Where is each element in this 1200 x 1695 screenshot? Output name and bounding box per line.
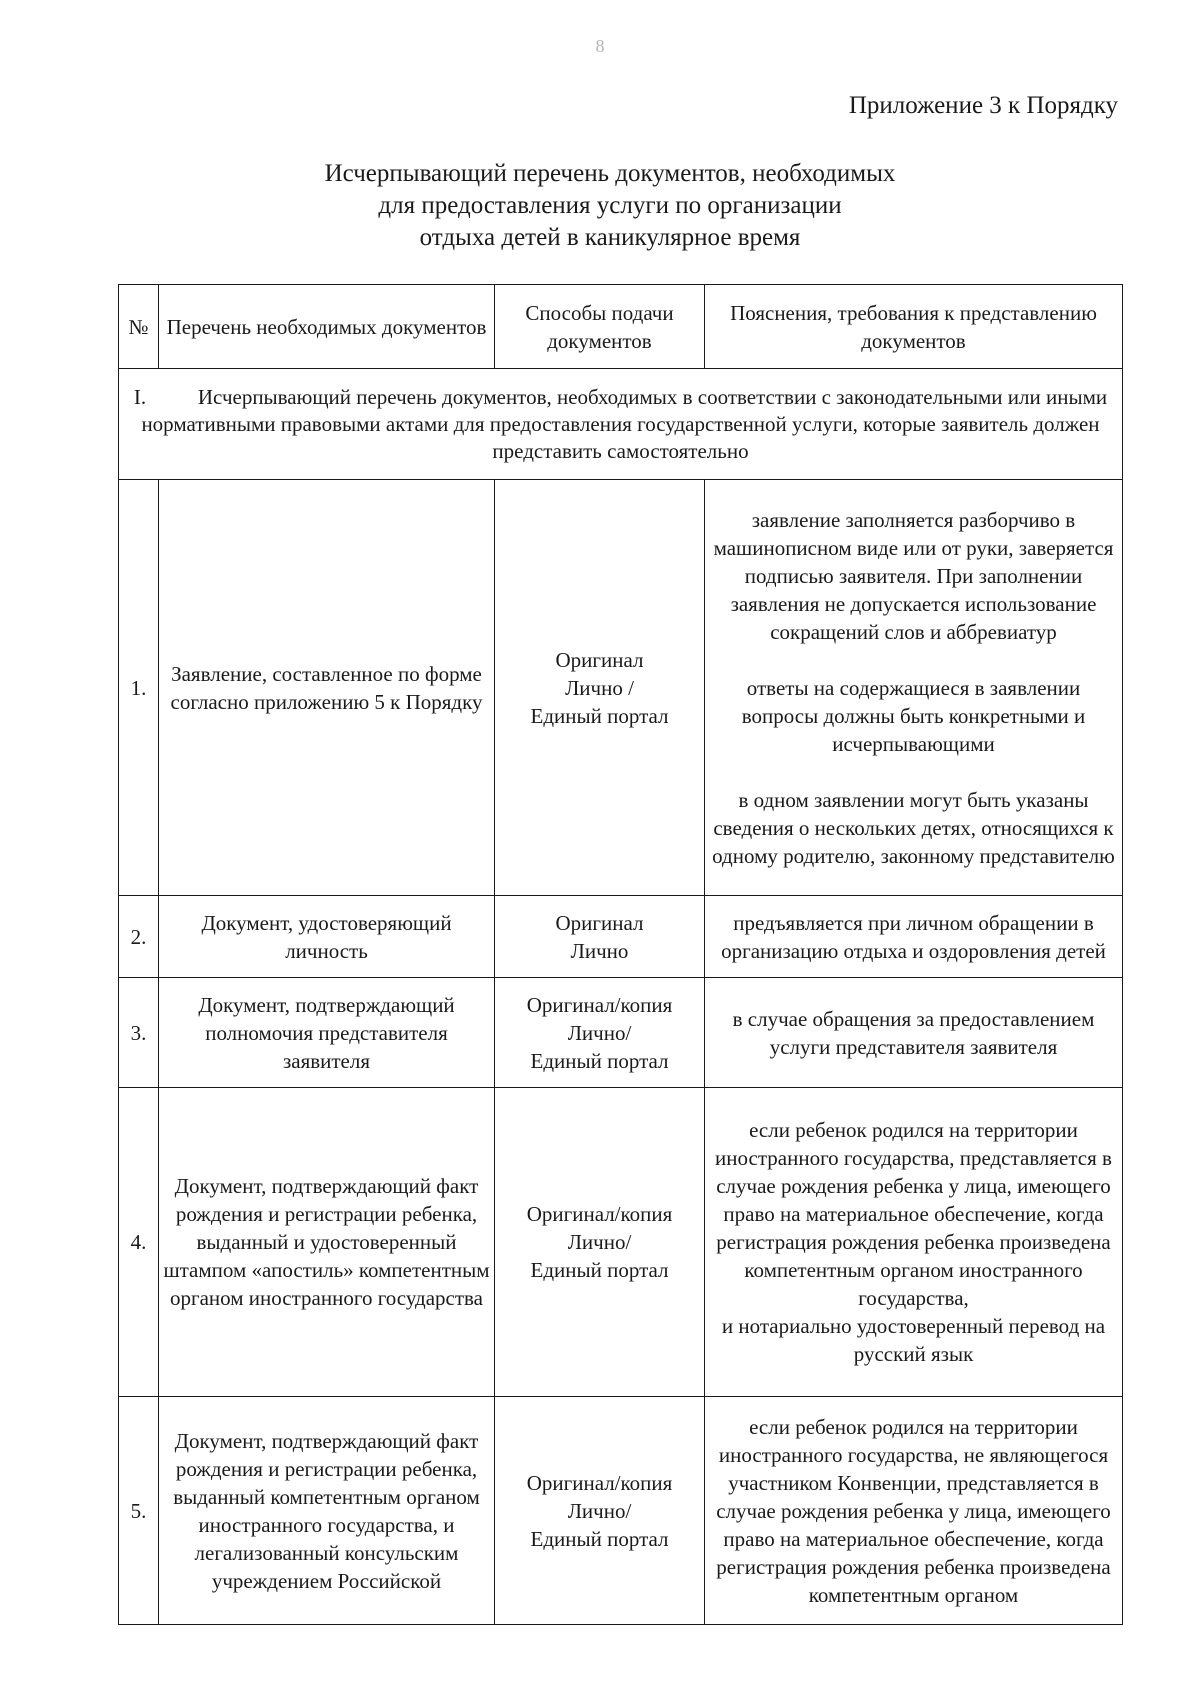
- row-document: Заявление, составленное по форме согласно приложению 5 к Порядку: [159, 480, 495, 896]
- header-number: №: [119, 285, 159, 369]
- row-note: в случае обращения за предоставлением услуги представителя заявителя: [732, 1006, 1095, 1059]
- row-document: Документ, подтверждающий факт рождения и регистрации ребенка, выданный компетентным органом иностранного государства, и легализованный консульским учреждением Российской: [159, 1397, 495, 1625]
- row-number: 5.: [119, 1397, 159, 1625]
- section-heading: [119, 369, 1123, 480]
- page-number: 8: [595, 36, 605, 56]
- row-notes: [705, 978, 1123, 1088]
- header-documents: Перечень необходимых документов: [159, 285, 495, 369]
- section-row: [119, 369, 1123, 480]
- row-document: Документ, удостоверяющий личность: [159, 896, 495, 978]
- appendix-label: Приложение 3 к Порядку: [848, 92, 1118, 119]
- header-requirements: Пояснения, требования к представлению документов: [705, 285, 1123, 369]
- row-note: если ребенок родился на территории иностранного государства, представляется в случае рождения ребенка у лица, имеющего право на материальное обеспечение, когда регистрация рождения ребенка произведена компетентным органом иностранного государства, и нотариально удостоверенный перевод на русский язык: [715, 1118, 1112, 1366]
- row-note: если ребенок родился на территории иностранного государства, не являющегося участником Конвенции, представляется в случае рождения ребенка у лица, имеющего право на материальное обеспечение, когда регистрация рождения ребенка произведена компетентным органом: [716, 1414, 1111, 1607]
- row-number: 3.: [119, 978, 159, 1088]
- table-row: [119, 480, 1123, 896]
- table-header-row: [119, 285, 1123, 369]
- header-submission-methods: Способы подачи документов: [495, 285, 705, 369]
- row-note: ответы на содержащиеся в заявлении вопросы должны быть конкретными и исчерпывающими: [741, 675, 1086, 756]
- title-line: Исчерпывающий перечень документов, необходимых: [324, 160, 896, 187]
- row-method: Оригинал/копия Лично/ Единый портал: [495, 1088, 705, 1397]
- row-notes: [705, 896, 1123, 978]
- title-line: для предоставления услуги по организации: [378, 192, 842, 219]
- row-method: Оригинал/копия Лично/ Единый портал: [495, 978, 705, 1088]
- row-number: 2.: [119, 896, 159, 978]
- note-spacer: [709, 646, 1118, 674]
- note-spacer: [709, 758, 1118, 786]
- documents-table: [118, 284, 1123, 1625]
- row-number: 1.: [119, 480, 159, 896]
- row-document: Документ, подтверждающий факт рождения и регистрации ребенка, выданный и удостоверенный штампом «апостиль» компетентным органом иностранного государства: [159, 1088, 495, 1397]
- row-notes: [705, 480, 1123, 896]
- row-method: Оригинал Лично: [495, 896, 705, 978]
- table-row: [119, 1397, 1123, 1625]
- section-text: Исчерпывающий перечень документов, необходимых в соответствии с законодательными или иными нормативными правовыми актами для предоставления государственной услуги, которые заявитель должен представить самостоятельно: [141, 384, 1108, 463]
- title-line: отдыха детей в каникулярное время: [419, 224, 801, 251]
- row-notes: [705, 1088, 1123, 1397]
- row-method: Оригинал/копия Лично/ Единый портал: [495, 1397, 705, 1625]
- document-title: [150, 158, 1070, 254]
- row-document: Документ, подтверждающий полномочия представителя заявителя: [159, 978, 495, 1088]
- row-note: заявление заполняется разборчиво в машинописном виде или от руки, заверяется подписью заявителя. При заполнении заявления не допускается использование сокращений слов и аббревиатур: [713, 507, 1114, 644]
- row-note: предъявляется при личном обращении в организацию отдыха и оздоровления детей: [721, 910, 1106, 963]
- table-row: [119, 1088, 1123, 1397]
- row-note: в одном заявлении могут быть указаны сведения о нескольких детях, относящихся к одному родителю, законному представителю: [712, 787, 1115, 868]
- table-row: [119, 896, 1123, 978]
- row-method: Оригинал Лично / Единый портал: [495, 480, 705, 896]
- table-row: [119, 978, 1123, 1088]
- row-notes: [705, 1397, 1123, 1625]
- section-number: I.: [133, 384, 147, 409]
- row-number: 4.: [119, 1088, 159, 1397]
